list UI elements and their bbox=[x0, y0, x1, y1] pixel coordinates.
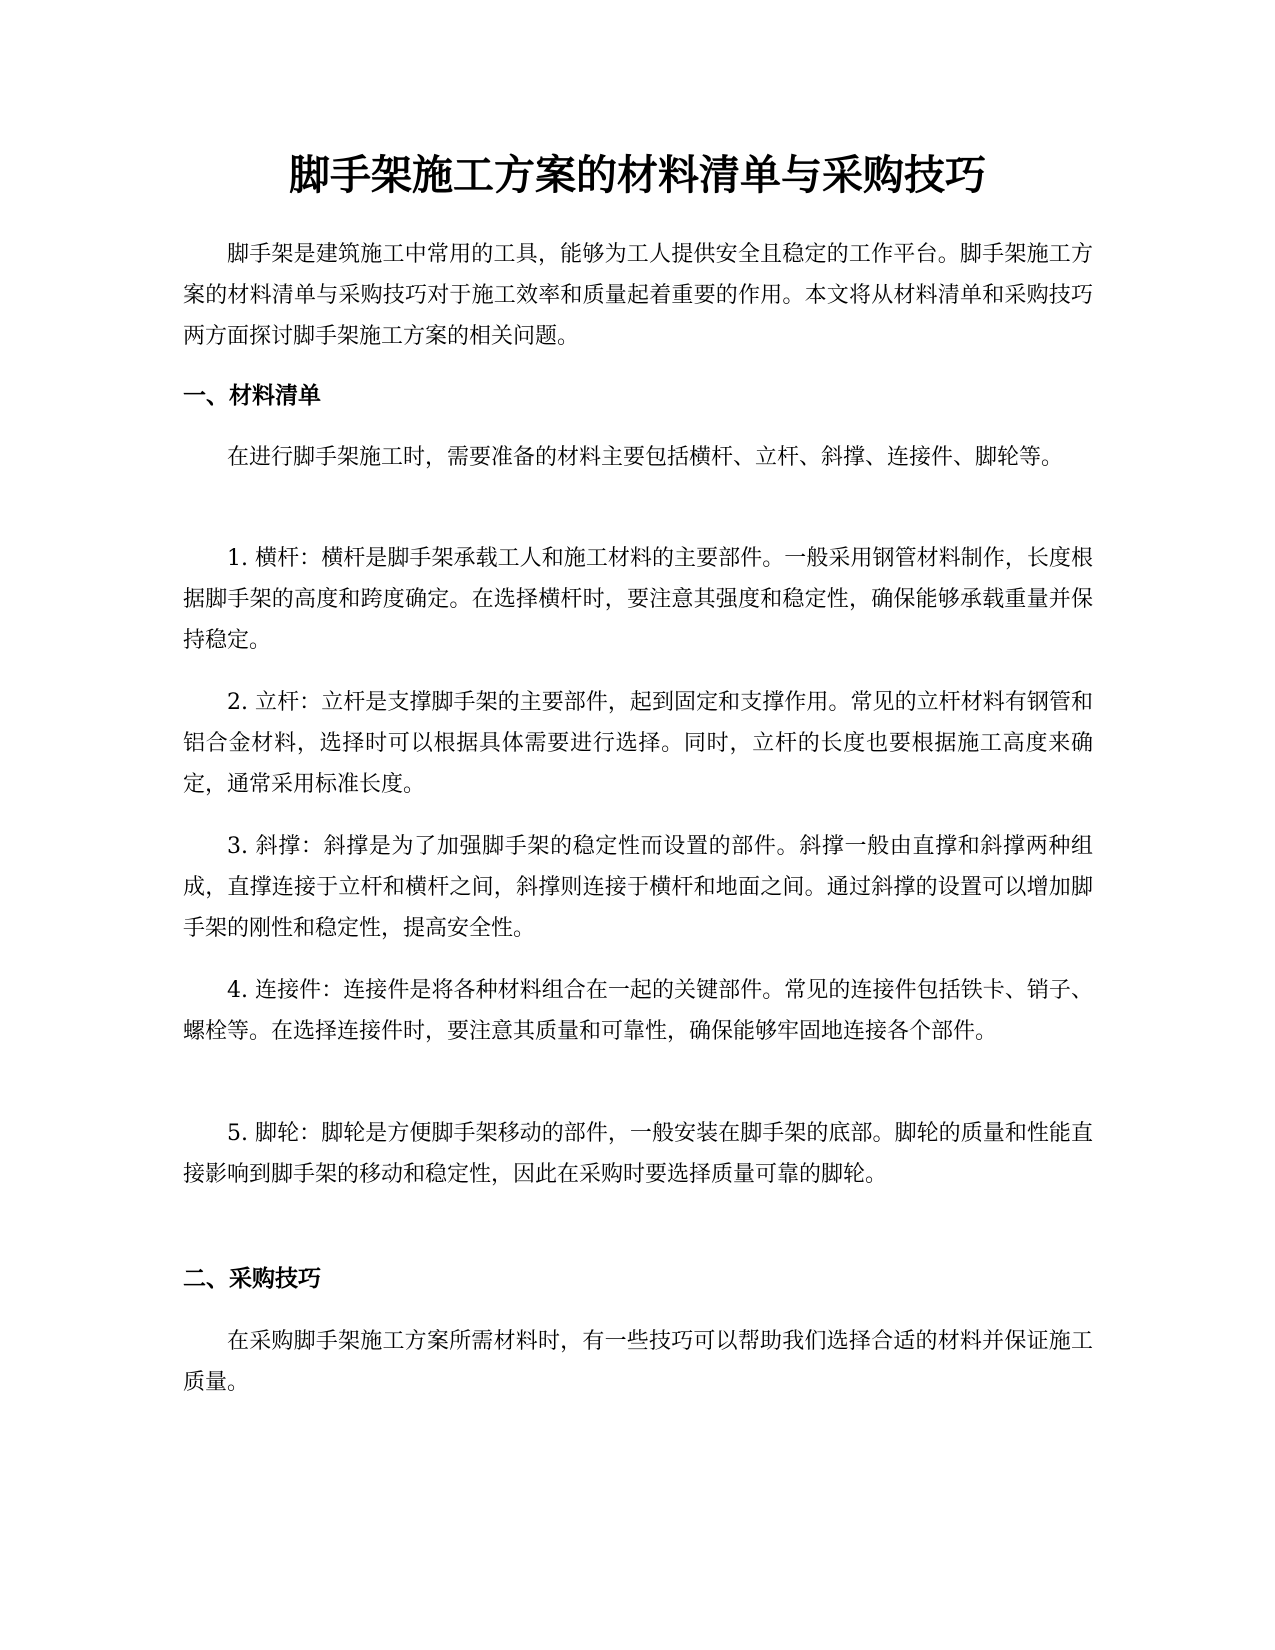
purchasing-lead-paragraph: 在采购脚手架施工方案所需材料时，有一些技巧可以帮助我们选择合适的材料并保证施工质量。 bbox=[183, 1329, 1093, 1395]
page-title: 脚手架施工方案的材料清单与采购技巧 bbox=[289, 151, 986, 199]
section-heading-purchasing: 二、采购技巧 bbox=[183, 1266, 321, 1292]
list-item-connector: 4. 连接件：连接件是将各种材料组合在一起的关键部件。常见的连接件包括铁卡、销子、螺栓等。在选择连接件时，要注意其质量和可靠性，确保能够牢固地连接各个部件。 bbox=[183, 978, 1093, 1044]
list-item-brace: 3. 斜撑：斜撑是为了加强脚手架的稳定性而设置的部件。斜撑一般由直撑和斜撑两种组成，直撑连接于立杆和横杆之间，斜撑则连接于横杆和地面之间。通过斜撑的设置可以增加脚手架的刚性和稳定性，提高安全性。 bbox=[183, 834, 1093, 941]
intro-paragraph: 脚手架是建筑施工中常用的工具，能够为工人提供安全且稳定的工作平台。脚手架施工方案的材料清单与采购技巧对于施工效率和质量起着重要的作用。本文将从材料清单和采购技巧两方面探讨脚手架施工方案的相关问题。 bbox=[183, 242, 1093, 349]
materials-lead-paragraph: 在进行脚手架施工时，需要准备的材料主要包括横杆、立杆、斜撑、连接件、脚轮等。 bbox=[227, 445, 1064, 470]
list-item-crossbar: 1. 横杆：横杆是脚手架承载工人和施工材料的主要部件。一般采用钢管材料制作，长度根据脚手架的高度和跨度确定。在选择横杆时，要注意其强度和稳定性，确保能够承载重量并保持稳定。 bbox=[183, 546, 1093, 653]
list-item-caster: 5. 脚轮：脚轮是方便脚手架移动的部件，一般安装在脚手架的底部。脚轮的质量和性能直接影响到脚手架的移动和稳定性，因此在采购时要选择质量可靠的脚轮。 bbox=[183, 1121, 1093, 1187]
section-heading-materials: 一、材料清单 bbox=[183, 383, 321, 409]
list-item-upright: 2. 立杆：立杆是支撑脚手架的主要部件，起到固定和支撑作用。常见的立杆材料有钢管和铝合金材料，选择时可以根据具体需要进行选择。同时，立杆的长度也要根据施工高度来确定，通常采用标准长度。 bbox=[183, 690, 1093, 797]
